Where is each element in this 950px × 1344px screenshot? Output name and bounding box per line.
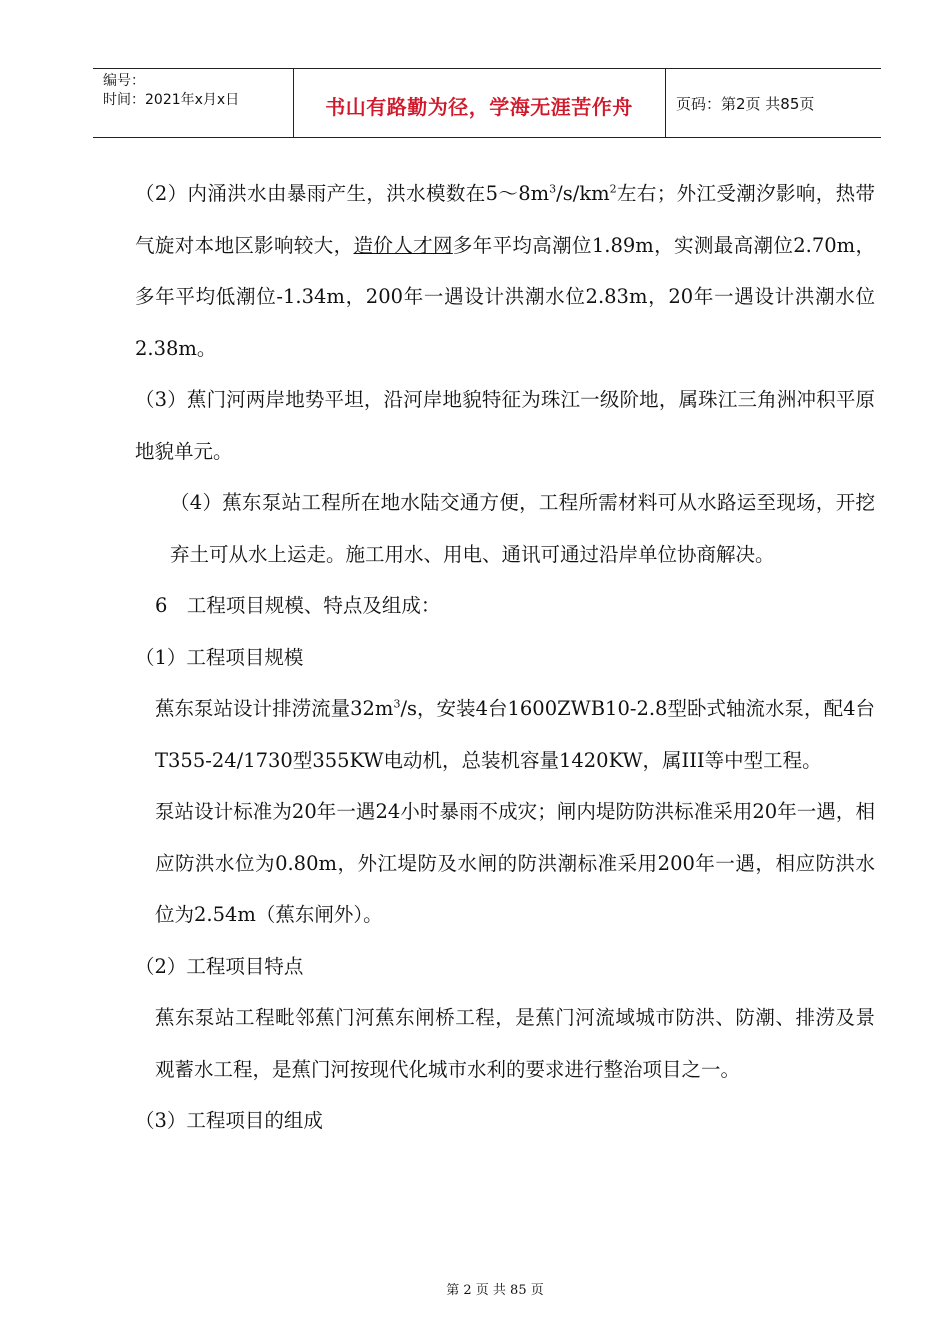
page-info: 页码：第2页 共85页: [676, 95, 815, 113]
paragraph-standard: 泵站设计标准为20年一遇24小时暴雨不成灾；闸内堤防防洪标准采用20年一遇，相应防洪水位为0.80m，外江堤防及水闸的防洪潮标准采用200年一遇，相应防洪水位为2.54m（蕉东闸外）。: [155, 800, 875, 926]
paragraph-traffic: （4）蕉东泵站工程所在地水陆交通方便，工程所需材料可从水路运至现场，开挖弃土可从水上运走。施工用水、用电、通讯可通过沿岸单位协商解决。: [170, 491, 875, 566]
text-run: 蕉东泵站设计排涝流量32m: [155, 697, 394, 720]
text-run: /s，安装4台1600ZWB10-2.8型卧式轴流水泵，配4台T355-24/1730型355KW电动机，总装机容量1420KW，属III等中型工程。: [155, 697, 875, 772]
header-meta: [93, 69, 294, 137]
paragraph-features: 蕉东泵站工程毗邻蕉门河蕉东闸桥工程，是蕉门河流域城市防洪、防潮、排涝及景观蓄水工程，是蕉门河按现代化城市水利的要求进行整治项目之一。: [155, 1006, 875, 1081]
document-body: [115, 168, 875, 1147]
page-footer: 第 2 页 共 85 页: [446, 1283, 544, 1298]
paragraph-flood: [115, 168, 875, 374]
superscript: 3: [393, 697, 401, 711]
page-header: [93, 68, 881, 138]
superscript: 2: [609, 182, 617, 196]
text-run: /s/km: [556, 182, 610, 205]
subheading-composition: （3）工程项目的组成: [135, 1109, 323, 1132]
paragraph-scale: [115, 683, 875, 786]
header-motto-cell: [293, 69, 666, 137]
text-run: 左右；外江受潮汐影响，热带气旋对本地区影响较大，: [135, 182, 875, 257]
superscript: 3: [549, 182, 557, 196]
subheading-scale: （1）工程项目规模: [135, 645, 304, 669]
section-heading-6: 6 工程项目规模、特点及组成：: [155, 594, 441, 617]
number-label: 编号：: [103, 73, 145, 89]
subheading-features: （2）工程项目特点: [135, 954, 304, 978]
time-label: 时间：2021年x月x日: [103, 92, 240, 108]
text-run: （2）内涌洪水由暴雨产生，洪水模数在5～8m: [135, 182, 550, 205]
inline-link[interactable]: 造价人才网: [353, 233, 453, 257]
text-run: 多年平均高潮位1.89m，实测最高潮位2.70m，多年平均低潮位-1.34m，200年一遇设计洪潮水位2.83m，20年一遇设计洪潮水位2.38m。: [135, 233, 875, 360]
motto-text: 书山有路勤为径，学海无涯苦作舟: [325, 95, 633, 119]
paragraph-terrain: （3）蕉门河两岸地势平坦，沿河岸地貌特征为珠江一级阶地，属珠江三角洲冲积平原地貌单元。: [135, 388, 875, 463]
